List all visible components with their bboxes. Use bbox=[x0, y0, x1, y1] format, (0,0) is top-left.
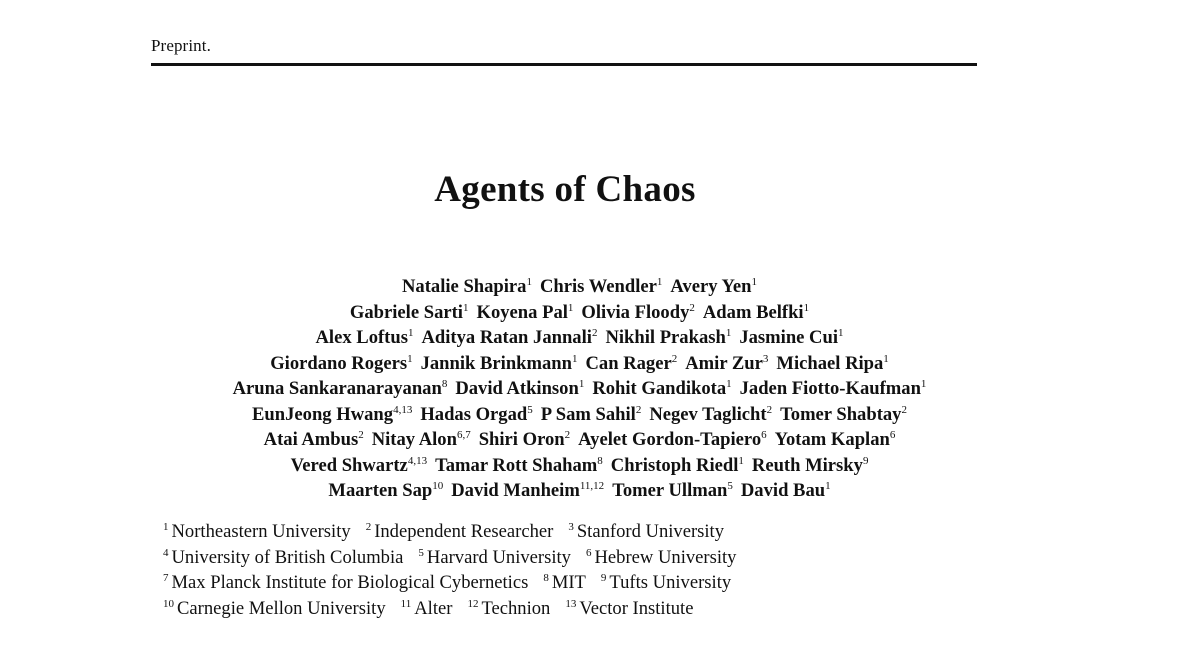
author bbox=[476, 302, 573, 323]
author bbox=[581, 302, 694, 323]
affiliation-name: Harvard University bbox=[426, 546, 571, 568]
author-name: David Manheim bbox=[451, 480, 580, 501]
affiliation-number: 2 bbox=[365, 521, 372, 533]
author-affiliation-marker: 2 bbox=[358, 429, 364, 441]
author bbox=[752, 455, 869, 476]
author-name: Jasmine Cui bbox=[739, 327, 838, 348]
author-name: Tamar Rott Shaham bbox=[435, 454, 598, 476]
author bbox=[780, 404, 907, 425]
paper-title: Agents of Chaos bbox=[434, 169, 696, 210]
author bbox=[612, 480, 733, 501]
affiliation-name: Stanford University bbox=[576, 521, 725, 542]
author bbox=[741, 480, 831, 501]
author-affiliation-marker: 1 bbox=[726, 378, 732, 390]
author bbox=[264, 429, 364, 450]
author-affiliation-marker: 6,7 bbox=[456, 429, 471, 441]
author bbox=[585, 353, 677, 374]
affiliation-number: 9 bbox=[600, 572, 607, 584]
affiliation-number: 3 bbox=[568, 521, 574, 533]
author bbox=[420, 404, 532, 425]
author-affiliation-marker: 5 bbox=[527, 403, 533, 416]
author bbox=[350, 302, 469, 323]
affiliation-number: 13 bbox=[565, 597, 577, 610]
affiliation-name: Independent Researcher bbox=[374, 521, 554, 542]
author-line bbox=[0, 351, 1159, 377]
author bbox=[578, 429, 767, 450]
author-affiliation-marker: 1 bbox=[738, 454, 744, 467]
affiliation bbox=[568, 521, 724, 542]
author-affiliation-marker: 1 bbox=[838, 327, 844, 339]
author-name: Adam Belfki bbox=[702, 301, 804, 323]
author-name: Nikhil Prakash bbox=[605, 327, 726, 348]
author-affiliation-marker: 10 bbox=[432, 480, 444, 492]
affiliation-name: Vector Institute bbox=[579, 597, 694, 619]
affiliation bbox=[163, 521, 351, 542]
author bbox=[316, 327, 414, 348]
author-name: P Sam Sahil bbox=[540, 403, 636, 425]
affiliation bbox=[565, 598, 693, 619]
author-affiliation-marker: 1 bbox=[571, 352, 578, 365]
author-affiliation-marker: 4,13 bbox=[407, 454, 428, 467]
preprint-label: Preprint. bbox=[151, 36, 211, 55]
author-name: Olivia Floody bbox=[581, 301, 690, 323]
affiliation-number: 6 bbox=[585, 546, 592, 559]
header-rule bbox=[151, 63, 977, 66]
author-affiliation-marker: 2 bbox=[689, 301, 695, 314]
author bbox=[233, 378, 448, 399]
affiliation bbox=[163, 598, 386, 619]
author-line bbox=[0, 300, 1159, 326]
author-affiliation-marker: 1 bbox=[567, 301, 574, 314]
author-name: Avery Yen bbox=[670, 276, 752, 297]
affiliation-line bbox=[163, 596, 751, 622]
author-affiliation-marker: 1 bbox=[920, 378, 927, 390]
affiliation-number: 1 bbox=[163, 521, 169, 533]
author-affiliation-marker: 1 bbox=[883, 352, 889, 365]
author bbox=[402, 276, 532, 297]
author-name: Reuth Mirsky bbox=[751, 454, 863, 476]
author-affiliation-marker: 1 bbox=[462, 301, 469, 314]
author bbox=[421, 327, 597, 348]
author bbox=[421, 353, 578, 374]
author-affiliation-marker: 2 bbox=[635, 403, 642, 416]
author-name: Giordano Rogers bbox=[270, 352, 408, 374]
author bbox=[776, 353, 888, 374]
affiliation-name: Tufts University bbox=[609, 572, 732, 593]
author-affiliation-marker: 1 bbox=[825, 480, 831, 492]
affiliation bbox=[601, 572, 731, 593]
affiliation-name: MIT bbox=[551, 572, 586, 593]
author-name: David Atkinson bbox=[455, 378, 579, 399]
author-name: Rohit Gandikota bbox=[592, 378, 727, 399]
author bbox=[252, 404, 412, 425]
author bbox=[775, 429, 896, 450]
author-affiliation-marker: 8 bbox=[597, 454, 603, 467]
author-affiliation-marker: 2 bbox=[671, 352, 678, 365]
affiliation-number: 5 bbox=[418, 546, 424, 559]
author-affiliation-marker: 2 bbox=[564, 429, 571, 441]
author-name: Hadas Orgad bbox=[420, 403, 528, 425]
author-affiliation-marker: 1 bbox=[407, 352, 413, 365]
author-line bbox=[0, 453, 1159, 479]
author bbox=[611, 455, 744, 476]
author bbox=[703, 302, 809, 323]
author bbox=[270, 353, 412, 374]
affiliation-number: 11 bbox=[400, 597, 412, 610]
author-line bbox=[0, 325, 1159, 351]
affiliation-line bbox=[163, 570, 751, 596]
affiliation-name: University of British Columbia bbox=[171, 546, 404, 568]
author-name: Tomer Ullman bbox=[612, 480, 728, 501]
affiliation bbox=[401, 598, 453, 619]
author-name: Maarten Sap bbox=[328, 480, 433, 501]
affiliation-name: Carnegie Mellon University bbox=[177, 597, 386, 619]
author-affiliation-marker: 1 bbox=[526, 276, 532, 288]
author bbox=[291, 455, 428, 476]
author-affiliation-marker: 3 bbox=[762, 352, 769, 365]
affiliation bbox=[586, 547, 737, 568]
author-affiliation-marker: 2 bbox=[766, 403, 773, 416]
author-name: Aruna Sankaranarayanan bbox=[232, 378, 442, 399]
author bbox=[740, 378, 927, 399]
author-name: Gabriele Sarti bbox=[349, 301, 463, 323]
author-affiliation-marker: 1 bbox=[656, 276, 663, 288]
affiliation-name: Hebrew University bbox=[594, 546, 737, 568]
author-affiliation-marker: 6 bbox=[761, 429, 767, 441]
author-affiliation-marker: 1 bbox=[407, 327, 414, 339]
affiliation bbox=[163, 572, 528, 593]
author bbox=[649, 404, 772, 425]
affiliation-name: Max Planck Institute for Biological Cybernetics bbox=[171, 572, 529, 593]
author-affiliation-marker: 4,13 bbox=[393, 403, 413, 416]
author-list bbox=[0, 274, 1159, 504]
affiliation-name: Technion bbox=[481, 597, 551, 619]
author bbox=[328, 480, 443, 501]
author bbox=[605, 327, 731, 348]
author-name: Yotam Kaplan bbox=[774, 429, 890, 450]
author-affiliation-marker: 1 bbox=[803, 301, 810, 314]
author-name: Amir Zur bbox=[685, 352, 763, 374]
author-affiliation-marker: 5 bbox=[727, 480, 733, 492]
author-name: Koyena Pal bbox=[476, 301, 568, 323]
affiliation bbox=[418, 547, 571, 568]
author-affiliation-marker: 1 bbox=[578, 378, 585, 390]
author-name: Negev Taglicht bbox=[649, 403, 767, 425]
affiliation-number: 8 bbox=[543, 572, 549, 584]
affiliation-line bbox=[163, 545, 751, 571]
author-line bbox=[0, 376, 1159, 402]
author-affiliation-marker: 1 bbox=[751, 276, 757, 288]
author-line bbox=[0, 478, 1159, 504]
author-affiliation-marker: 6 bbox=[889, 429, 896, 441]
author-name: Chris Wendler bbox=[539, 276, 657, 297]
affiliation-number: 12 bbox=[467, 597, 479, 610]
author-affiliation-marker: 9 bbox=[862, 454, 869, 467]
author-name: Shiri Oron bbox=[478, 429, 565, 450]
author bbox=[372, 429, 471, 450]
author bbox=[451, 480, 604, 501]
author-name: Atai Ambus bbox=[263, 429, 359, 450]
author bbox=[479, 429, 570, 450]
author-affiliation-marker: 2 bbox=[591, 327, 598, 339]
author bbox=[435, 455, 603, 476]
author-name: EunJeong Hwang bbox=[252, 403, 394, 425]
author-name: Nitay Alon bbox=[371, 429, 457, 450]
author-name: Ayelet Gordon-Tapiero bbox=[578, 429, 762, 450]
author-name: David Bau bbox=[740, 480, 826, 501]
affiliation bbox=[467, 598, 550, 619]
affiliation-number: 4 bbox=[163, 546, 169, 559]
author-line bbox=[0, 402, 1159, 428]
author-name: Jaden Fiotto-Kaufman bbox=[739, 378, 921, 399]
author-name: Natalie Shapira bbox=[402, 276, 527, 297]
affiliation bbox=[366, 521, 554, 542]
affiliation-line bbox=[163, 519, 751, 545]
author bbox=[685, 353, 768, 374]
author-affiliation-marker: 11,12 bbox=[579, 480, 605, 492]
author-name: Jannik Brinkmann bbox=[420, 352, 572, 374]
author-name: Vered Shwartz bbox=[290, 454, 408, 476]
author bbox=[540, 276, 662, 297]
author bbox=[541, 404, 642, 425]
affiliation-number: 7 bbox=[163, 572, 169, 584]
author-line bbox=[0, 427, 1159, 453]
author-affiliation-marker: 1 bbox=[725, 327, 732, 339]
author-name: Can Rager bbox=[585, 352, 672, 374]
author bbox=[455, 378, 584, 399]
affiliation bbox=[543, 572, 586, 593]
affiliation-name: Alter bbox=[414, 597, 453, 619]
affiliation bbox=[163, 547, 403, 568]
author-affiliation-marker: 2 bbox=[901, 403, 907, 416]
author-name: Michael Ripa bbox=[776, 352, 884, 374]
author bbox=[670, 276, 757, 297]
author bbox=[739, 327, 843, 348]
author bbox=[592, 378, 731, 399]
author-name: Christoph Riedl bbox=[610, 454, 739, 476]
affiliation-list bbox=[163, 519, 751, 621]
author-name: Tomer Shabtay bbox=[780, 403, 902, 425]
author-line bbox=[0, 274, 1159, 300]
affiliation-name: Northeastern University bbox=[171, 521, 351, 542]
affiliation-number: 10 bbox=[163, 597, 174, 610]
author-name: Aditya Ratan Jannali bbox=[421, 327, 592, 348]
author-affiliation-marker: 8 bbox=[441, 378, 448, 390]
author-name: Alex Loftus bbox=[315, 327, 408, 348]
